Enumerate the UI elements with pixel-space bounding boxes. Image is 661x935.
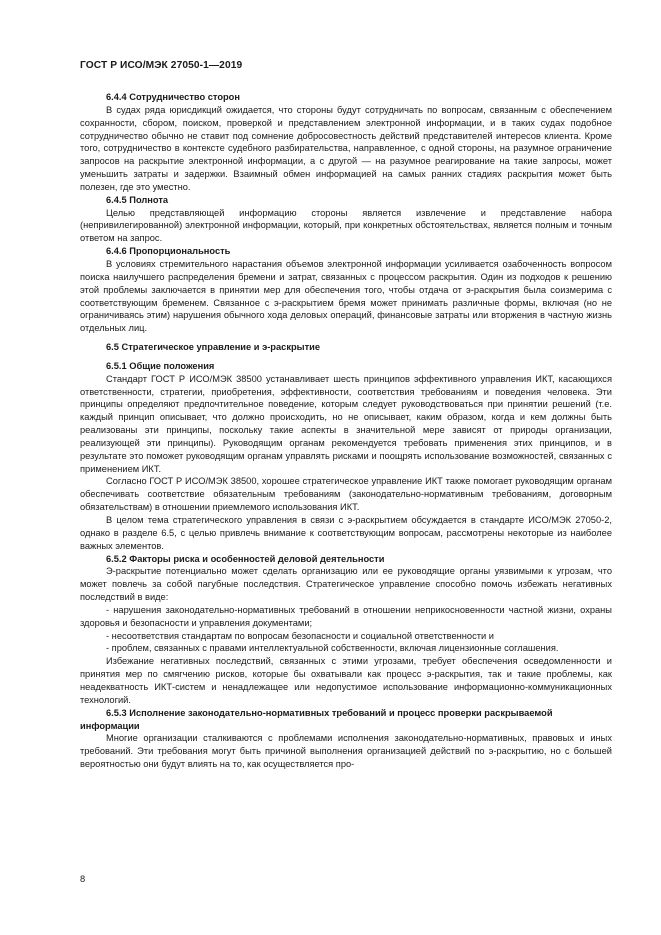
heading-6-4-4: 6.4.4 Сотрудничество сторон — [106, 92, 240, 102]
heading-6-5-2: 6.5.2 Факторы риска и особенностей деловой деятельности — [106, 553, 385, 564]
section-heading-6-5: 6.5 Стратегическое управление и э-раскрытие — [106, 342, 321, 353]
list-item: - нарушения законодательно-нормативных требований в отношении неприкосновенности частной жизни, охраны здоровья и безопасности и управления документами; — [80, 604, 612, 628]
paragraph: В целом тема стратегического управления в связи с э-раскрытием обсуждается в стандарте ИСО/МЭК 27050-2, однако в разделе 6.5, с целью привлечь внимание к соответствующим вопросам, рассмотрены некоторые из наиболее важных элементов. — [80, 515, 612, 551]
paragraph: Многие организации сталкиваются с проблемами исполнения законодательно-нормативных, правовых и иных требований. Эти требования могут быть причиной выполнения организацией действий по э-раскрытию, но с большей вероятностью они будут влиять на то, как осуществляется про- — [80, 733, 612, 770]
heading-6-5-3: 6.5.3 Исполнение законодательно-нормативных требований и процесс проверки раскрываемой информации — [80, 707, 553, 731]
document-body — [80, 91, 612, 771]
paragraph: В судах ряда юрисдикций ожидается, что стороны будут сотрудничать по вопросам, связанным с обеспечением сохранности, сбором, поиском, проверкой и представлением электронной информации, и в таких судах подобное сотрудничество обычно не ставит под сомнение добросовестность действий представителей интересов клиента. Кроме того, сотрудничество в контексте судебного разбирательства, направленное, с одной стороны, на разумное ограничение запросов на раскрытие электронной информации, а с другой — на разумное реагирование на такие запросы, может уменьшить затраты и задержки. Взаимный обмен информацией на самых ранних стадиях раскрытия может быть полезен, где это уместно. — [80, 104, 612, 192]
list-item: - проблем, связанных с правами интеллектуальной собственности, включая лицензионные соглашения. — [106, 643, 559, 654]
page-number: 8 — [80, 874, 86, 884]
heading-6-5-1: 6.5.1 Общие положения — [106, 360, 215, 371]
paragraph: Целью представляющей информацию стороны является извлечение и представление набора (непривилегированной) электронной информации, который, при конкретных обстоятельствах, является полным и точным ответом на запрос. — [80, 207, 612, 244]
heading-6-4-5: 6.4.5 Полнота — [106, 194, 169, 205]
paragraph: Стандарт ГОСТ Р ИСО/МЭК 38500 устанавливает шесть принципов эффективного управления ИКТ, касающихся ответственности, стратегии, приобретения, эффективности, соответствия требованиям и поведения человека. Эти принципы определяют предпочтительное поведение, которым следует руководствоваться при принятии решений (т.е. каждый принцип описывает, что должно происходить, но не описывает, каким образом, когда и кем должны быть реализованы эти принципы, поскольку такие аспекты в значительной мере зависят от природы организации, реализующей эти принципы). Руководящим органам рекомендуется требовать применения этих принципов, и в результате это поможет руководящим органам управлять рисками и поощрять использование возможностей, связанных с применением ИКТ. — [80, 373, 612, 474]
heading-6-4-6: 6.4.6 Пропорциональность — [106, 246, 231, 257]
paragraph: Избежание негативных последствий, связанных с этими угрозами, требует обеспечения осведомленности и принятия мер по смягчению рисков, которые бы охватывали как процесс э-раскрытия, так и такие проблемы, как неадекватность ИКТ-систем и ненадлежащее или недопустимое использование информационно-коммуникационных технологий. — [80, 656, 612, 705]
document-header: ГОСТ Р ИСО/МЭК 27050-1—2019 — [80, 60, 243, 71]
list-item: - несоответствия стандартам по вопросам безопасности и социальной ответственности и — [106, 630, 494, 641]
paragraph: В условиях стремительного нарастания объемов электронной информации усиливается озабоченность вопросом поиска наилучшего распределения бремени и затрат, связанных с процессом раскрытия. Один из подходов к решению этой проблемы заключается в принятии мер для обеспечения того, чтобы отдача от э-раскрытия была соизмерима с соответствующим бременем. Связанное с э-раскрытием бремя может принимать различные формы, включая (но не ограничиваясь этим) нарушения обычного хода деловых операций, финансовые затраты или вторжения в частную жизнь отдельных лиц. — [80, 258, 612, 334]
paragraph: Э-раскрытие потенциально может сделать организацию или ее руководящие органы уязвимыми к угрозам, что может повлечь за собой пагубные последствия. Стратегическое управление способно помочь избежать негативных последствий в виде: — [80, 566, 612, 603]
paragraph: Согласно ГОСТ Р ИСО/МЭК 38500, хорошее стратегическое управление ИКТ также помогает руководящим органам обеспечивать соответствие обязательным требованиям (законодательно-нормативным требованиям, договорным обязательствам) в отношении приемлемого использования ИКТ. — [80, 476, 612, 513]
